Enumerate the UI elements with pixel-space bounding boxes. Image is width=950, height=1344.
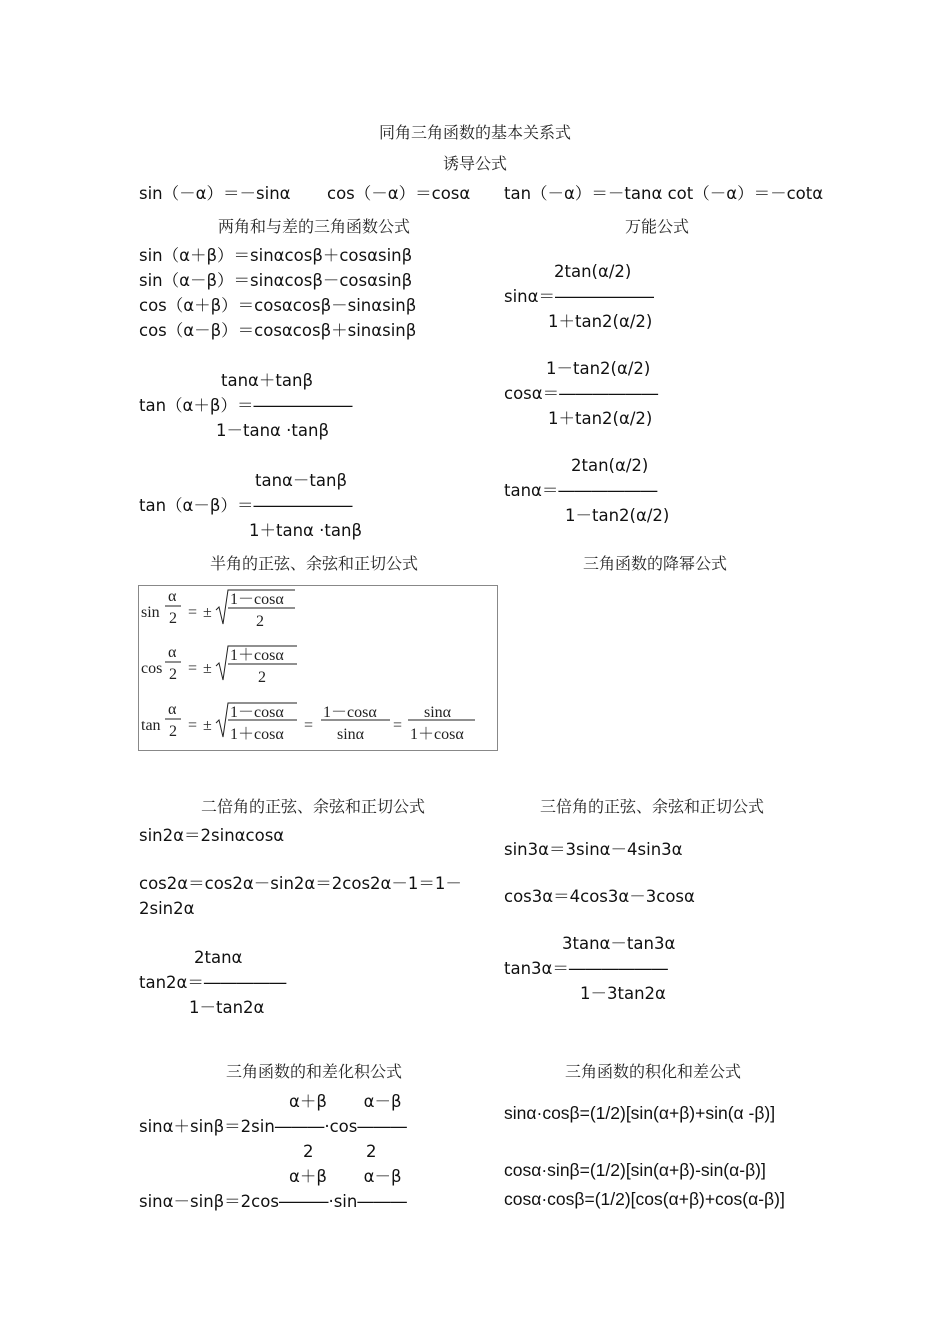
universal-cos-numerator: 1－tan2(α/2) — [546, 359, 651, 378]
power-reduction-heading: 三角函数的降幂公式 — [583, 554, 728, 573]
tan-sum-lhs: tan（α＋β）＝―――――― — [139, 396, 353, 415]
tan-diff-lhs: tan（α－β）＝―――――― — [139, 496, 353, 515]
sum-to-product-eq1: sinα＋sinβ＝2sin―――·cos――― — [139, 1117, 407, 1136]
half-tan-eq3: = — [393, 717, 403, 734]
half-cos-eq: = — [188, 660, 198, 677]
sum-to-product-heading: 三角函数的和差化积公式 — [226, 1062, 403, 1081]
half-sin-alpha: α — [168, 588, 177, 605]
triple-sin: sin3α＝3sinα－4sin3α — [504, 840, 683, 859]
sum-to-product-top2: α＋β α－β — [289, 1167, 402, 1186]
product-to-sum-line3: cosα·cosβ=(1/2)[cos(α+β)+cos(α-β)] — [504, 1189, 785, 1209]
half-angle-heading: 半角的正弦、余弦和正切公式 — [210, 554, 419, 573]
sum-to-product-denominators: 2 2 — [303, 1142, 377, 1161]
double-sin: sin2α＝2sinαcosα — [139, 826, 285, 845]
half-angle-formulas — [139, 586, 497, 750]
triple-tan-denominator: 1－3tan2α — [580, 984, 666, 1003]
page-title: 同角三角函数的基本关系式 — [378, 123, 571, 142]
half-tan-two: 2 — [169, 723, 177, 740]
half-tan-root-denominator: 1＋cosα — [230, 726, 284, 743]
induction-heading: 诱导公式 — [442, 154, 507, 173]
universal-sin-lhs: sinα＝―――――― — [504, 287, 655, 306]
half-sin-pm: ± — [203, 604, 212, 621]
half-tan-frac2-numerator: sinα — [424, 704, 452, 721]
tan-diff-numerator: tanα－tanβ — [255, 471, 347, 490]
sum-diff-line: sin（α＋β）＝sinαcosβ＋cosαsinβ — [139, 246, 413, 265]
triple-angle-heading: 三倍角的正弦、余弦和正切公式 — [540, 797, 765, 816]
half-cos-numerator: 1＋cosα — [230, 647, 284, 664]
induction-cos: cos（－α）＝cosα — [327, 184, 471, 203]
triple-tan-lhs: tan3α＝―――――― — [504, 959, 668, 978]
sum-diff-heading: 两角和与差的三角函数公式 — [218, 217, 411, 236]
product-to-sum-line2: cosα·sinβ=(1/2)[sin(α+β)-sin(α-β)] — [504, 1160, 766, 1180]
universal-tan-denominator: 1－tan2(α/2) — [565, 506, 670, 525]
tan-sum-denominator: 1－tanα ·tanβ — [216, 421, 329, 440]
induction-tan-cot: tan（－α）＝－tanα cot（－α）＝－cotα — [504, 184, 824, 203]
triple-tan-numerator: 3tanα－tan3α — [562, 934, 676, 953]
half-tan-label: tan — [141, 717, 161, 734]
half-tan-alpha: α — [168, 701, 177, 718]
sum-to-product-eq2: sinα－sinβ＝2cos―――·sin――― — [139, 1192, 407, 1211]
half-tan-frac2-denominator: 1＋cosα — [410, 726, 464, 743]
half-tan-eq: = — [188, 717, 198, 734]
double-tan-denominator: 1－tan2α — [189, 998, 265, 1017]
double-tan-numerator: 2tanα — [194, 948, 243, 967]
sum-diff-line: cos（α＋β）＝cosαcosβ－sinαsinβ — [139, 296, 417, 315]
half-tan-pm: ± — [203, 717, 212, 734]
sum-diff-line: cos（α－β）＝cosαcosβ＋sinαsinβ — [139, 321, 417, 340]
half-sin-eq: = — [188, 604, 198, 621]
half-cos-alpha: α — [168, 644, 177, 661]
half-tan-frac1-denominator: sinα — [337, 726, 365, 743]
universal-heading: 万能公式 — [625, 217, 690, 236]
tan-diff-denominator: 1＋tanα ·tanβ — [249, 521, 362, 540]
sum-diff-line: sin（α－β）＝sinαcosβ－cosαsinβ — [139, 271, 413, 290]
sum-to-product-top1: α＋β α－β — [289, 1092, 402, 1111]
half-sin-two: 2 — [169, 610, 177, 627]
universal-sin-numerator: 2tan(α/2) — [554, 262, 632, 281]
half-cos-two: 2 — [169, 666, 177, 683]
half-tan-root-numerator: 1－cosα — [230, 704, 284, 721]
universal-tan-lhs: tanα＝―――――― — [504, 481, 658, 500]
universal-sin-denominator: 1＋tan2(α/2) — [548, 312, 653, 331]
half-sin-numerator: 1－cosα — [230, 591, 284, 608]
induction-sin: sin（－α）＝－sinα — [139, 184, 291, 203]
universal-cos-lhs: cosα＝―――――― — [504, 384, 659, 403]
half-cos-denominator: 2 — [258, 669, 266, 686]
universal-tan-numerator: 2tan(α/2) — [571, 456, 649, 475]
universal-cos-denominator: 1＋tan2(α/2) — [548, 409, 653, 428]
double-tan-lhs: tan2α＝――――― — [139, 973, 287, 992]
half-tan-frac1-numerator: 1－cosα — [323, 704, 377, 721]
double-angle-heading: 二倍角的正弦、余弦和正切公式 — [201, 797, 426, 816]
half-sin-label: sin — [141, 604, 160, 621]
product-to-sum-heading: 三角函数的积化和差公式 — [565, 1062, 742, 1081]
half-angle-formula-image — [138, 585, 498, 751]
half-cos-label: cos — [141, 660, 163, 677]
double-cos-line2: 2sin2α — [139, 899, 195, 918]
product-to-sum-line1: sinα·cosβ=(1/2)[sin(α+β)+sin(α -β)] — [504, 1103, 776, 1123]
half-sin-denominator: 2 — [256, 613, 264, 630]
tan-sum-numerator: tanα＋tanβ — [221, 371, 313, 390]
triple-cos: cos3α＝4cos3α－3cosα — [504, 887, 695, 906]
half-cos-pm: ± — [203, 660, 212, 677]
half-tan-eq2: = — [304, 717, 314, 734]
double-cos-line1: cos2α＝cos2α－sin2α＝2cos2α－1＝1－ — [139, 874, 462, 893]
